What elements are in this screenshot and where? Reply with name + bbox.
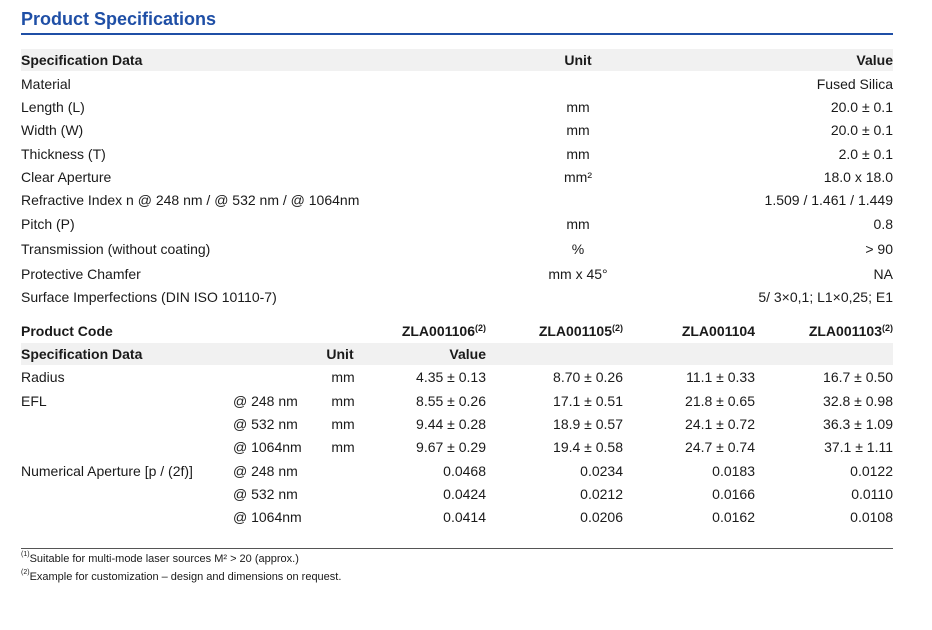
product-row-value: 8.55 ± 0.26 [416,393,486,409]
product-row-value: 17.1 ± 0.51 [553,393,623,409]
product-row-unit: mm [331,439,355,455]
product-row-value: 0.0206 [580,509,623,525]
product-code-text: ZLA001106 [401,323,475,339]
page-title: Product Specifications [21,9,217,29]
product-row-value: 11.1 ± 0.33 [686,369,755,385]
spec-row-value: 2.0 ± 0.1 [838,146,893,162]
product-header-spec: Specification Data [21,346,143,362]
product-row-name: Radius [21,369,65,385]
product-row-value: 24.7 ± 0.74 [685,439,755,455]
product-row-unit: mm [331,393,355,409]
spec-row-name: Clear Aperture [21,169,112,185]
spec-row-name: Width (W) [21,122,84,138]
footnote-divider [21,548,893,549]
spec-row-value: 20.0 ± 0.1 [830,99,893,115]
product-row-value: 0.0162 [712,509,755,525]
spec-row-value: 20.0 ± 0.1 [830,122,893,138]
spec-row-name: Material [21,76,71,92]
spec-row-value: 0.8 [873,216,893,232]
spec-row-name: Transmission (without coating) [21,241,211,257]
product-code-1 [473,322,623,340]
spec-row-unit: mm² [564,169,592,185]
product-row-value: 0.0468 [443,463,486,479]
product-row-value: 18.9 ± 0.57 [553,416,623,432]
product-code-label: Product Code [21,323,113,339]
product-row-wavelength: @ 532 nm [233,486,298,502]
product-row-value: 32.8 ± 0.98 [823,393,893,409]
product-row-value: 0.0424 [443,486,486,502]
title-underline [21,33,893,35]
product-row-value: 0.0110 [851,486,893,502]
spec-row-name: Thickness (T) [21,146,106,162]
product-row-unit: mm [331,416,355,432]
product-row-name: Numerical Aperture [p / (2f)] [21,463,193,479]
product-header-unit: Unit [326,346,354,362]
product-row-value: 0.0166 [712,486,755,502]
product-code-note: (2) [882,323,893,333]
product-code-text: ZLA001103 [808,323,882,339]
product-row-value: 16.7 ± 0.50 [823,369,893,385]
spec-row-value: > 90 [865,241,893,257]
product-row-value: 9.44 ± 0.28 [416,416,486,432]
spec-row-value: Fused Silica [816,76,893,92]
product-header-value: Value [449,346,486,362]
product-row-value: 0.0122 [850,463,893,479]
spec-header-unit: Unit [564,52,592,68]
spec-row-name: Length (L) [21,99,85,115]
product-code-2 [605,322,755,340]
product-row-value: 36.3 ± 1.09 [823,416,893,432]
spec-row-unit: mm [566,99,590,115]
spec-row-name: Protective Chamfer [21,266,141,282]
spec-row-unit: mm [566,122,590,138]
product-row-value: 0.0414 [443,509,486,525]
spec-header-spec: Specification Data [21,52,143,68]
spec-row-value: 1.509 / 1.461 / 1.449 [764,192,893,208]
product-row-value: 4.35 ± 0.13 [416,369,486,385]
product-row-value: 0.0183 [712,463,755,479]
spec-row-name: Refractive Index n @ 248 nm / @ 532 nm / @ 1064nm [21,192,360,208]
product-row-wavelength: @ 1064nm [233,509,302,525]
spec-row-value: 18.0 x 18.0 [823,169,893,185]
product-code-note: (2) [475,323,486,333]
spec-row-name: Pitch (P) [21,216,75,232]
product-row-unit: mm [331,369,355,385]
spec-row-unit: % [571,241,585,257]
spec-row-value: NA [873,266,893,282]
product-code-text: ZLA001104 [681,323,755,339]
spec-row-unit: mm [566,216,590,232]
footnote-1: $^{(1)}$Suitable for multi-mode laser sources M² > 20 (approx.) [21,551,299,565]
product-code-0 [336,322,486,340]
spec-row-unit: mm x 45° [548,266,608,282]
spec-header-value: Value [856,52,893,68]
spec-row-unit: mm [566,146,590,162]
product-code-note: (2) [612,323,623,333]
product-row-value: 0.0234 [580,463,623,479]
product-row-value: 9.67 ± 0.29 [416,439,486,455]
product-code-3 [743,322,893,340]
spec-row-name: Surface Imperfections (DIN ISO 10110-7) [21,289,277,305]
product-row-value: 8.70 ± 0.26 [553,369,623,385]
product-row-value: 24.1 ± 0.72 [685,416,755,432]
product-code-text: ZLA001105 [538,323,612,339]
product-row-value: 0.0108 [850,509,893,525]
product-row-value: 19.4 ± 0.58 [553,439,623,455]
footnote-2: $^{(2)}$Example for customization – design and dimensions on request. [21,569,342,583]
product-row-wavelength: @ 1064nm [233,439,302,455]
product-row-value: 37.1 ± 1.11 [824,439,893,455]
product-row-wavelength: @ 532 nm [233,416,298,432]
product-row-value: 21.8 ± 0.65 [685,393,755,409]
product-row-name: EFL [21,393,47,409]
product-row-wavelength: @ 248 nm [233,393,298,409]
spec-row-value: 5/ 3×0,1; L1×0,25; E1 [758,289,893,305]
product-row-wavelength: @ 248 nm [233,463,298,479]
product-row-value: 0.0212 [580,486,623,502]
